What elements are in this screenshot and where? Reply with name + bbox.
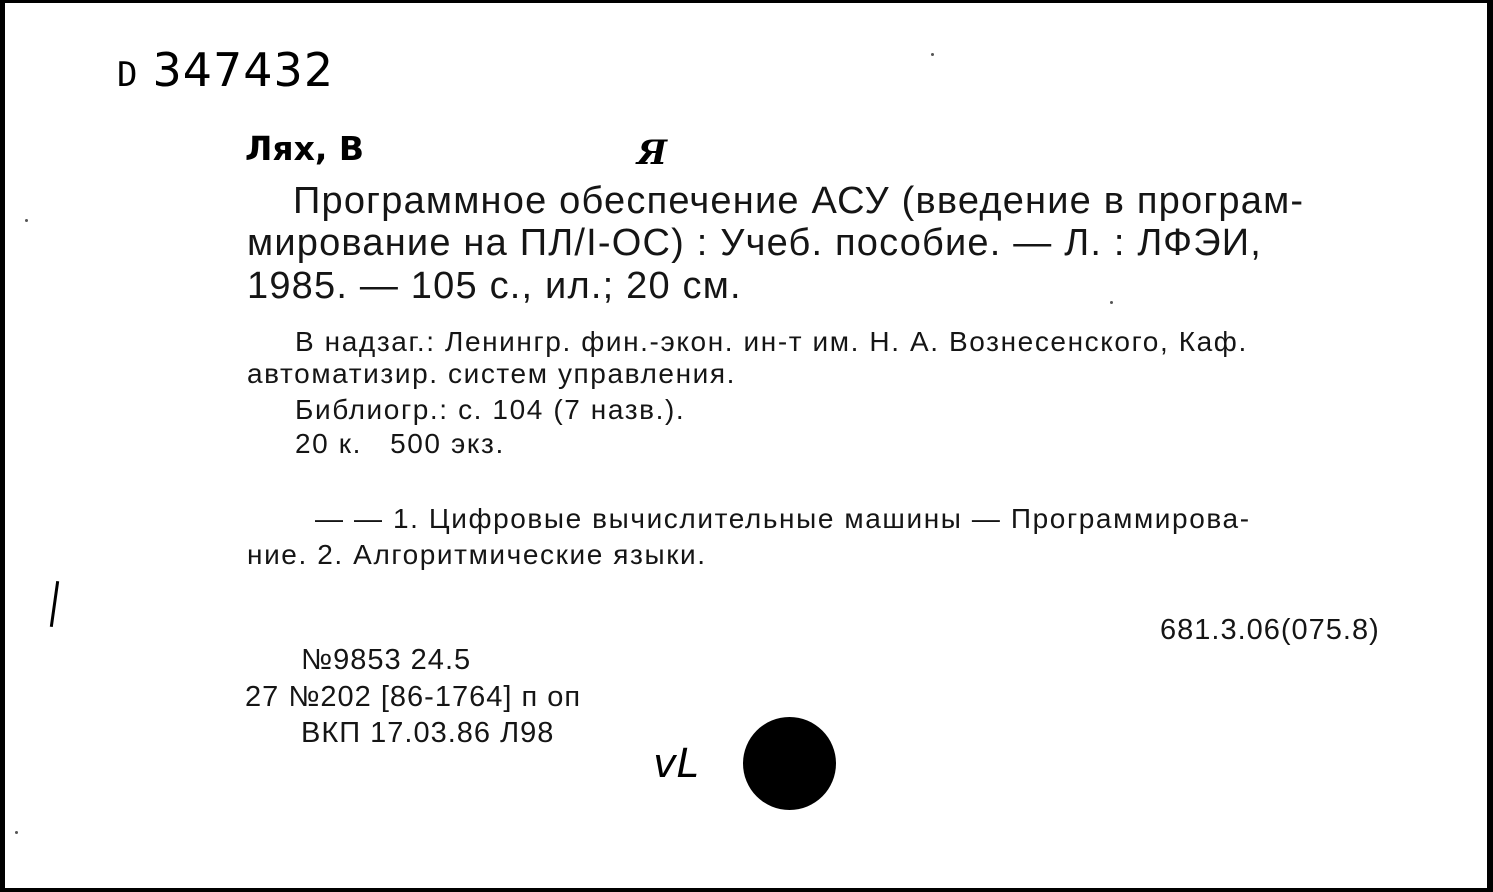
note-line-1: В надзаг.: Ленингр. фин.-экон. ин-т им. Н. А. Вознесенского, Каф. [295, 326, 1248, 357]
subject-line-1: — — 1. Цифровые вычислительные машины — Программирова- [315, 503, 1251, 534]
subject-line-2: ние. 2. Алгоритмические языки. [247, 539, 707, 570]
admin-line-1: №9853 24.5 [301, 644, 472, 676]
title-line-3: 1985. — 105 с., ил.; 20 см. [247, 265, 742, 307]
note-line-3: Библиогр.: с. 104 (7 назв.). [295, 394, 686, 425]
speck [15, 831, 18, 834]
call-number [117, 43, 334, 97]
title-line-2: мирование на ПЛ/I-ОС) : Учеб. пособие. — Л. : ЛФЭИ, [247, 222, 1262, 264]
udc-code: 681.3.06(075.8) [1160, 614, 1380, 646]
admin-line-3: ВКП 17.03.86 Л98 [301, 717, 555, 749]
punch-hole-dot [743, 717, 836, 810]
author-heading: Лях, В [245, 129, 365, 168]
speck [25, 219, 28, 222]
call-number-value: 347432 [152, 43, 335, 97]
title-line-1: Программное обеспечение АСУ (введение в програм- [293, 180, 1305, 222]
pencil-mark [50, 581, 59, 627]
handwritten-initials: vL [653, 741, 699, 787]
note-line-2: автоматизир. систем управления. [247, 358, 737, 389]
speck [1110, 301, 1113, 304]
call-number-prefix: D [117, 55, 139, 95]
stamp-mark: Я [637, 133, 667, 173]
speck [931, 53, 934, 56]
note-line-4: 20 к. 500 экз. [295, 428, 505, 459]
admin-line-2: 27 №202 [86-1764] п оп [245, 681, 582, 713]
